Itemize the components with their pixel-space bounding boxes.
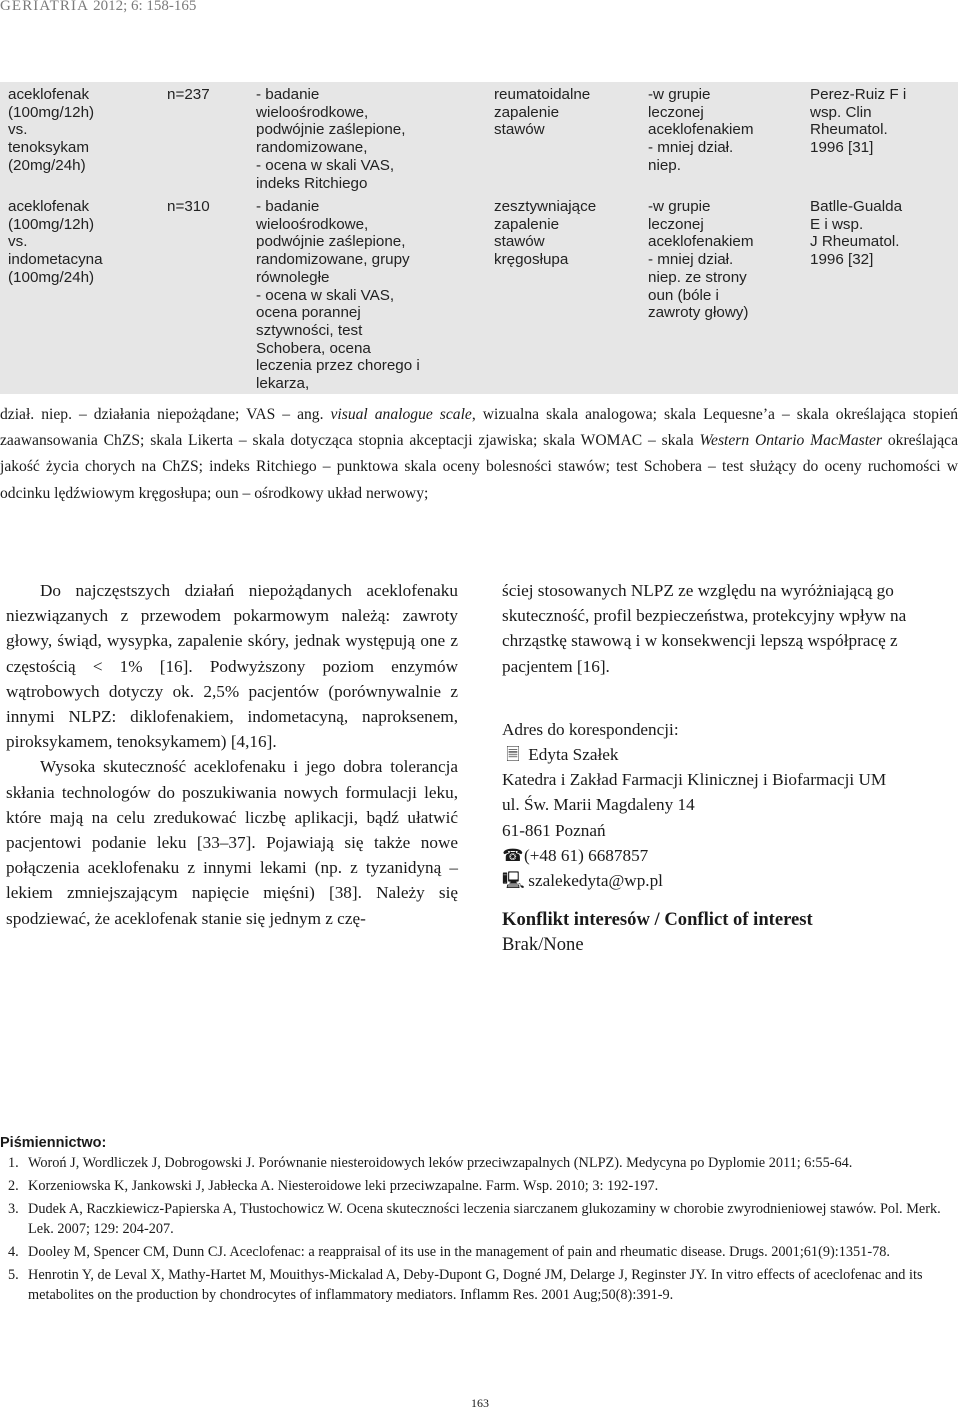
- email-link[interactable]: szalekedyta@wp.pl: [528, 871, 663, 891]
- table-cell-drug: aceklofenak (100mg/12h) vs. indometacyna (100mg/24h): [8, 198, 103, 286]
- table-cell-n: n=237: [167, 86, 210, 103]
- correspondence-name: Edyta Szałek: [528, 745, 619, 765]
- letter-icon: 🗏: [506, 745, 520, 765]
- footnote-italic-text: visual analogue scale: [330, 406, 472, 423]
- reference-item: [0, 1242, 958, 1262]
- reference-number: 1.: [8, 1155, 19, 1171]
- reference-text: Korzeniowska K, Jankowski J, Jabłecka A. Niesteroidowe leki przeciwzapalne. Farm. Wsp. 2010; 3: 192-197.: [28, 1178, 659, 1194]
- table-cell-ref: Perez-Ruiz F i wsp. Clin Rheumatol. 1996 [31]: [810, 86, 907, 157]
- table-cell-design: - badanie wieloośrodkowe, podwójnie zaślepione, randomizowane, - ocena w skali VAS, indeks Ritchiego: [256, 86, 406, 192]
- table-cell-ref: Batlle-Gualda E i wsp. J Rheumatol. 1996 [32]: [810, 198, 903, 269]
- table-cell-drug: aceklofenak (100mg/12h) vs. tenoksykam (20mg/24h): [8, 86, 95, 174]
- table-cell-result: -w grupie leczonej aceklofenakiem - mniej dział. niep.: [648, 86, 754, 174]
- paragraph: Do najczęstszych działań niepożądanych aceklofenaku niezwiązanych z przewodem pokarmowym należą: zawroty głowy, świąd, wysypka, zapalenie skóry, jednak występują one z częstością < 1% [16]. Podwyższony poziom enzymów wątrobowych dotyczy ok. 2,5% pacjentów (porównywalnie z innymi NLPZ: diklofenakiem, indometacyną, naproksenem, piroksykamem, tenoksykamem) [4,16].: [6, 581, 458, 752]
- running-header: [0, 0, 196, 15]
- footnote-text: , wizualna skala analogowa; skala Lequesne’a – skala określająca stopień zaawansowania ChZS; skala Likerta – skala dotycząca stopnia akceptacji zjawiska; skala WOMAC – skala: [0, 406, 958, 450]
- table-cell-design: - badanie wieloośrodkowe, podwójnie zaślepione, randomizowane, grupy równoległe - ocena w skali VAS, ocena porannej sztywności, test Schobera, ocena leczenia przez chorego i lekarza,: [256, 198, 420, 393]
- page-number: 163: [471, 1396, 489, 1410]
- paragraph: Wysoka skuteczność aceklofenaku i jego dobra tolerancja skłania technologów do poszukiwania nowych formulacji leku, które mają na celu zredukować liczbę aplikacji, bądź ułatwić pacjentowi podanie leku [33–37]. Pojawiają się także nowe połączenia aceklofenaku z innymi lekami (np. z tyzanidyną – lekiem zmniejszającym napięcie mięśni) [38]. Należy się spodziewać, że aceklofenak stanie się jednym z czę-: [6, 757, 458, 928]
- correspondence-heading: Adres do korespondencji:: [502, 719, 679, 739]
- footnote-text: określająca jakość życia chorych na ChZS; indeks Ritchiego – punktowa skala oceny bolesności stawów; test Schobera – test służący do oceny ruchomości w odcinku lędźwiowym kręgosłupa; oun – ośrodkowy układ nerwowy;: [0, 432, 958, 502]
- table-footnote: [0, 402, 958, 507]
- correspondence-dept: Katedra i Zakład Farmacji Klinicznej i Biofarmacji UM: [502, 770, 887, 790]
- left-column: [6, 578, 458, 931]
- reference-number: 5.: [8, 1267, 19, 1283]
- conflict-value: [502, 932, 956, 957]
- reference-item: [0, 1199, 958, 1239]
- correspondence-email-line: [502, 868, 956, 893]
- conflict-value-text: Brak/None: [502, 934, 584, 956]
- conflict-heading: [502, 907, 956, 932]
- correspondence-phone: (+48 61) 6687857: [524, 845, 649, 865]
- reference-number: 4.: [8, 1244, 19, 1260]
- reference-item: [0, 1176, 958, 1196]
- paragraph: ściej stosowanych NLPZ ze względu na wyróżniającą go skuteczność, profil bezpieczeństwa, protekcyjny wpływ na chrząstkę stawową i w konsekwencji lepszą współpracę z pacjentem [16].: [502, 581, 907, 676]
- footnote-italic-text: Western Ontario MacMaster: [699, 432, 883, 450]
- correspondence-name-line: [502, 742, 956, 767]
- reference-text: Dooley M, Spencer CM, Dunn CJ. Aceclofenac: a reappraisal of its use in the management of pain and rheumatic disease. Drugs. 2001;61(9):1351-78.: [28, 1244, 890, 1260]
- phone-icon: ☎: [502, 845, 524, 865]
- journal-citation: 2012; 6: 158-165: [93, 0, 197, 14]
- table-cell-disease: zesztywniające zapalenie stawów kręgosłupa: [494, 198, 597, 269]
- reference-item: [0, 1153, 958, 1173]
- reference-text: Dudek A, Raczkiewicz-Papierska A, Tłustochowicz W. Ocena skuteczności leczenia siarczanem glukozaminy w chorobie zwyrodnieniowej stawów. Pol. Merk. Lek. 2007; 129: 204-207.: [28, 1201, 941, 1237]
- footnote-text: dział. niep. – działania niepożądane; VAS – ang.: [0, 406, 331, 423]
- references-heading: Piśmiennictwo:: [0, 1135, 107, 1151]
- correspondence-phone-line: [502, 843, 956, 868]
- table-cell-disease: reumatoidalne zapalenie stawów: [494, 86, 591, 139]
- right-column: [502, 578, 956, 958]
- table-cell-n: n=310: [167, 198, 210, 215]
- results-table: [0, 82, 958, 394]
- journal-name: GERIATRIA: [0, 0, 89, 14]
- correspondence-street: ul. Św. Marii Magdaleny 14: [502, 795, 695, 815]
- computer-icon: 🖳: [502, 871, 525, 891]
- conflict-heading-text: Konflikt interesów / Conflict of interest: [502, 909, 813, 931]
- reference-text: Woroń J, Wordliczek J, Dobrogowski J. Porównanie niesteroidowych leków przeciwzapalnych (NLPZ). Medycyna po Dyplomie 2011; 6:55-64.: [28, 1155, 853, 1171]
- correspondence-city: 61-861 Poznań: [502, 820, 606, 840]
- table-cell-result: -w grupie leczonej aceklofenakiem - mniej dział. niep. ze strony oun (bóle i zawroty głowy): [648, 198, 754, 322]
- reference-number: 3.: [8, 1201, 19, 1217]
- reference-text: Henrotin Y, de Leval X, Mathy-Hartet M, Mouithys-Mickalad A, Deby-Dupont G, Dogné JM, Delarge J, Reginster JY. In vitro effects of aceclofenac and its metabolites on the production by chondrocytes of inflammatory mediators. Inflamm Res. 2001 Aug;50(8):391-9.: [28, 1267, 923, 1303]
- references-list: [0, 1153, 958, 1308]
- reference-number: 2.: [8, 1178, 19, 1194]
- reference-item: [0, 1265, 958, 1305]
